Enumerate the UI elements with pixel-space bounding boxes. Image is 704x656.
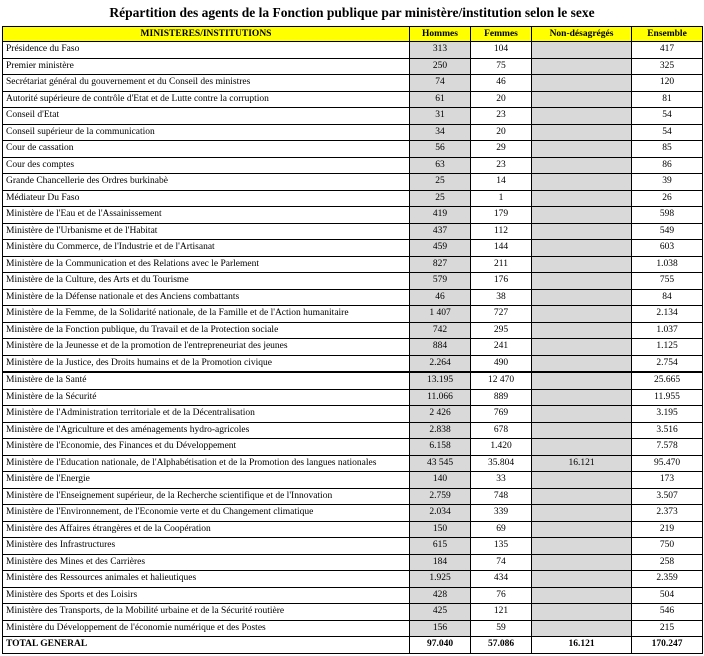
table-row — [3, 355, 703, 372]
cell-femmes: 12 470 — [471, 372, 532, 389]
cell-hommes: 1.925 — [410, 571, 471, 588]
cell-ensemble: 170.247 — [632, 637, 703, 654]
cell-ministere: Ministère de la Sécurité — [3, 389, 410, 406]
cell-femmes: 211 — [471, 256, 532, 273]
cell-non-desagreges — [532, 571, 632, 588]
cell-ensemble: 54 — [632, 124, 703, 141]
cell-non-desagreges — [532, 174, 632, 191]
cell-ministere: Cour de cassation — [3, 141, 410, 158]
cell-ensemble: 2.754 — [632, 355, 703, 372]
cell-ministere: Ministère des Infrastructures — [3, 538, 410, 555]
cell-hommes: 63 — [410, 157, 471, 174]
table-body — [3, 42, 703, 654]
table-row — [3, 322, 703, 339]
cell-non-desagreges — [532, 372, 632, 389]
cell-ministere: Ministère du Développement de l'économie numérique et des Postes — [3, 620, 410, 637]
cell-femmes: 339 — [471, 505, 532, 522]
cell-hommes: 313 — [410, 42, 471, 59]
cell-ensemble: 3.507 — [632, 488, 703, 505]
cell-femmes: 135 — [471, 538, 532, 555]
total-row — [3, 637, 703, 654]
table-row — [3, 620, 703, 637]
cell-non-desagreges — [532, 406, 632, 423]
table-row — [3, 256, 703, 273]
cell-ensemble: 11.955 — [632, 389, 703, 406]
cell-non-desagreges — [532, 322, 632, 339]
cell-femmes: 57.086 — [471, 637, 532, 654]
cell-ensemble: 504 — [632, 587, 703, 604]
cell-femmes: 434 — [471, 571, 532, 588]
cell-femmes: 35.804 — [471, 455, 532, 472]
cell-ministere: Ministère de l'Economie, des Finances et du Développement — [3, 439, 410, 456]
cell-hommes: 2.759 — [410, 488, 471, 505]
table-row — [3, 58, 703, 75]
cell-ministere: Cour des comptes — [3, 157, 410, 174]
cell-ministere: Ministère des Transports, de la Mobilité urbaine et de la Sécurité routière — [3, 604, 410, 621]
cell-ministere: TOTAL GENERAL — [3, 637, 410, 654]
cell-ministere: Ministère de la Justice, des Droits humains et de la Promotion civique — [3, 355, 410, 372]
header-ministeres: MINISTERES/INSTITUTIONS — [3, 27, 410, 42]
cell-hommes: 2.838 — [410, 422, 471, 439]
cell-hommes: 61 — [410, 91, 471, 108]
cell-non-desagreges — [532, 355, 632, 372]
cell-ministere: Ministère de la Jeunesse et de la promotion de l'entrepreneuriat des jeunes — [3, 339, 410, 356]
cell-femmes: 75 — [471, 58, 532, 75]
cell-ensemble: 84 — [632, 289, 703, 306]
cell-non-desagreges — [532, 42, 632, 59]
cell-ensemble: 755 — [632, 273, 703, 290]
cell-non-desagreges — [532, 339, 632, 356]
table-row — [3, 306, 703, 323]
cell-femmes: 121 — [471, 604, 532, 621]
table-row — [3, 439, 703, 456]
cell-ministere: Autorité supérieure de contrôle d'Etat et de Lutte contre la corruption — [3, 91, 410, 108]
agents-table — [2, 26, 703, 654]
cell-femmes: 889 — [471, 389, 532, 406]
cell-ministere: Secrétariat général du gouvernement et du Conseil des ministres — [3, 75, 410, 92]
table-title: Répartition des agents de la Fonction publique par ministère/institution selon le sexe — [109, 5, 595, 20]
cell-ensemble: 3.516 — [632, 422, 703, 439]
cell-ministere: Ministère de l'Urbanisme et de l'Habitat — [3, 223, 410, 240]
cell-ensemble: 546 — [632, 604, 703, 621]
table-row — [3, 571, 703, 588]
cell-ensemble: 750 — [632, 538, 703, 555]
cell-ensemble: 39 — [632, 174, 703, 191]
cell-non-desagreges: 16.121 — [532, 637, 632, 654]
table-row — [3, 273, 703, 290]
cell-femmes: 727 — [471, 306, 532, 323]
cell-ensemble: 81 — [632, 91, 703, 108]
cell-hommes: 2.264 — [410, 355, 471, 372]
cell-non-desagreges — [532, 190, 632, 207]
cell-ministere: Ministère de la Femme, de la Solidarité nationale, de la Famille et de l'Action humanitaire — [3, 306, 410, 323]
cell-non-desagreges — [532, 521, 632, 538]
cell-femmes: 76 — [471, 587, 532, 604]
cell-non-desagreges — [532, 91, 632, 108]
cell-non-desagreges — [532, 472, 632, 489]
cell-hommes: 11.066 — [410, 389, 471, 406]
cell-femmes: 179 — [471, 207, 532, 224]
cell-non-desagreges — [532, 141, 632, 158]
table-row — [3, 339, 703, 356]
header-ensemble: Ensemble — [632, 27, 703, 42]
cell-hommes: 250 — [410, 58, 471, 75]
table-row — [3, 521, 703, 538]
cell-non-desagreges — [532, 289, 632, 306]
cell-hommes: 156 — [410, 620, 471, 637]
table-row — [3, 75, 703, 92]
table-row — [3, 289, 703, 306]
cell-ensemble: 215 — [632, 620, 703, 637]
cell-femmes: 14 — [471, 174, 532, 191]
table-row — [3, 505, 703, 522]
cell-hommes: 43 545 — [410, 455, 471, 472]
cell-ministere: Conseil d'Etat — [3, 108, 410, 125]
cell-ensemble: 3.195 — [632, 406, 703, 423]
cell-ensemble: 603 — [632, 240, 703, 257]
cell-femmes: 1 — [471, 190, 532, 207]
cell-ensemble: 2.373 — [632, 505, 703, 522]
cell-ministere: Médiateur Du Faso — [3, 190, 410, 207]
header-row — [3, 27, 703, 42]
cell-hommes: 884 — [410, 339, 471, 356]
cell-femmes: 23 — [471, 157, 532, 174]
cell-non-desagreges — [532, 620, 632, 637]
cell-ministere: Ministère de l'Education nationale, de l'Alphabétisation et de la Promotion des langues nationales — [3, 455, 410, 472]
cell-ministere: Ministère du Commerce, de l'Industrie et de l'Artisanat — [3, 240, 410, 257]
table-row — [3, 488, 703, 505]
cell-ensemble: 120 — [632, 75, 703, 92]
cell-hommes: 150 — [410, 521, 471, 538]
table-row — [3, 91, 703, 108]
cell-hommes: 140 — [410, 472, 471, 489]
cell-ensemble: 54 — [632, 108, 703, 125]
cell-non-desagreges — [532, 207, 632, 224]
cell-ensemble: 26 — [632, 190, 703, 207]
cell-ensemble: 219 — [632, 521, 703, 538]
cell-non-desagreges — [532, 240, 632, 257]
cell-ministere: Ministère de la Fonction publique, du Travail et de la Protection sociale — [3, 322, 410, 339]
cell-hommes: 25 — [410, 190, 471, 207]
table-row — [3, 587, 703, 604]
header-non-desagreges: Non-désagrégés — [532, 27, 632, 42]
cell-hommes: 13.195 — [410, 372, 471, 389]
cell-hommes: 419 — [410, 207, 471, 224]
header-femmes: Femmes — [471, 27, 532, 42]
cell-ministere: Grande Chancellerie des Ordres burkinabè — [3, 174, 410, 191]
cell-femmes: 29 — [471, 141, 532, 158]
cell-ministere: Ministère de l'Energie — [3, 472, 410, 489]
cell-hommes: 428 — [410, 587, 471, 604]
cell-ensemble: 1.038 — [632, 256, 703, 273]
table-row — [3, 372, 703, 389]
cell-non-desagreges — [532, 108, 632, 125]
cell-ministere: Ministère des Mines et des Carrières — [3, 554, 410, 571]
table-row — [3, 207, 703, 224]
cell-ensemble: 598 — [632, 207, 703, 224]
cell-ensemble: 549 — [632, 223, 703, 240]
table-row — [3, 157, 703, 174]
cell-femmes: 144 — [471, 240, 532, 257]
cell-non-desagreges — [532, 389, 632, 406]
cell-non-desagreges — [532, 587, 632, 604]
cell-non-desagreges — [532, 439, 632, 456]
cell-hommes: 1 407 — [410, 306, 471, 323]
cell-hommes: 97.040 — [410, 637, 471, 654]
cell-ensemble: 86 — [632, 157, 703, 174]
cell-femmes: 20 — [471, 124, 532, 141]
cell-ensemble: 1.037 — [632, 322, 703, 339]
table-row — [3, 554, 703, 571]
cell-femmes: 23 — [471, 108, 532, 125]
cell-femmes: 104 — [471, 42, 532, 59]
cell-non-desagreges — [532, 223, 632, 240]
cell-femmes: 295 — [471, 322, 532, 339]
cell-ministere: Ministère de la Santé — [3, 372, 410, 389]
table-row — [3, 455, 703, 472]
cell-hommes: 437 — [410, 223, 471, 240]
cell-non-desagreges — [532, 538, 632, 555]
table-row — [3, 240, 703, 257]
cell-ministere: Ministère de l'Enseignement supérieur, de la Recherche scientifique et de l'Innovation — [3, 488, 410, 505]
cell-hommes: 2 426 — [410, 406, 471, 423]
cell-ministere: Ministère des Sports et des Loisirs — [3, 587, 410, 604]
cell-femmes: 1.420 — [471, 439, 532, 456]
cell-ensemble: 7.578 — [632, 439, 703, 456]
cell-ensemble: 85 — [632, 141, 703, 158]
cell-ministere: Ministère de la Défense nationale et des Anciens combattants — [3, 289, 410, 306]
cell-hommes: 34 — [410, 124, 471, 141]
cell-hommes: 46 — [410, 289, 471, 306]
cell-femmes: 59 — [471, 620, 532, 637]
cell-non-desagreges — [532, 58, 632, 75]
cell-ministere: Ministère de l'Environnement, de l'Economie verte et du Changement climatique — [3, 505, 410, 522]
cell-non-desagreges — [532, 273, 632, 290]
cell-ensemble: 325 — [632, 58, 703, 75]
table-row — [3, 141, 703, 158]
cell-non-desagreges — [532, 124, 632, 141]
table-row — [3, 174, 703, 191]
cell-ministere: Ministère de l'Eau et de l'Assainissement — [3, 207, 410, 224]
cell-hommes: 425 — [410, 604, 471, 621]
cell-ensemble: 258 — [632, 554, 703, 571]
cell-ministere: Conseil supérieur de la communication — [3, 124, 410, 141]
table-row — [3, 42, 703, 59]
cell-non-desagreges — [532, 488, 632, 505]
cell-ministere: Premier ministère — [3, 58, 410, 75]
cell-non-desagreges — [532, 75, 632, 92]
cell-non-desagreges — [532, 604, 632, 621]
cell-femmes: 38 — [471, 289, 532, 306]
cell-ensemble: 173 — [632, 472, 703, 489]
cell-hommes: 615 — [410, 538, 471, 555]
cell-femmes: 748 — [471, 488, 532, 505]
cell-hommes: 459 — [410, 240, 471, 257]
cell-hommes: 2.034 — [410, 505, 471, 522]
cell-hommes: 74 — [410, 75, 471, 92]
table-row — [3, 108, 703, 125]
cell-non-desagreges — [532, 505, 632, 522]
cell-ministere: Ministère des Ressources animales et halieutiques — [3, 571, 410, 588]
cell-ministere: Ministère de la Communication et des Relations avec le Parlement — [3, 256, 410, 273]
cell-ministere: Ministère de l'Administration territoriale et de la Décentralisation — [3, 406, 410, 423]
cell-non-desagreges — [532, 306, 632, 323]
cell-ensemble: 2.359 — [632, 571, 703, 588]
cell-non-desagreges — [532, 422, 632, 439]
table-row — [3, 538, 703, 555]
cell-non-desagreges — [532, 256, 632, 273]
cell-non-desagreges — [532, 157, 632, 174]
cell-ensemble: 25.665 — [632, 372, 703, 389]
cell-hommes: 184 — [410, 554, 471, 571]
cell-ministere: Ministère de l'Agriculture et des aménagements hydro-agricoles — [3, 422, 410, 439]
cell-hommes: 56 — [410, 141, 471, 158]
cell-femmes: 176 — [471, 273, 532, 290]
cell-non-desagreges: 16.121 — [532, 455, 632, 472]
cell-hommes: 6.158 — [410, 439, 471, 456]
cell-hommes: 579 — [410, 273, 471, 290]
cell-femmes: 112 — [471, 223, 532, 240]
cell-hommes: 31 — [410, 108, 471, 125]
cell-ensemble: 417 — [632, 42, 703, 59]
cell-femmes: 769 — [471, 406, 532, 423]
cell-femmes: 490 — [471, 355, 532, 372]
cell-hommes: 742 — [410, 322, 471, 339]
cell-femmes: 69 — [471, 521, 532, 538]
cell-femmes: 46 — [471, 75, 532, 92]
table-row — [3, 604, 703, 621]
cell-ensemble: 1.125 — [632, 339, 703, 356]
cell-ministere: Ministère de la Culture, des Arts et du Tourisme — [3, 273, 410, 290]
cell-ensemble: 95.470 — [632, 455, 703, 472]
table-row — [3, 389, 703, 406]
table-row — [3, 124, 703, 141]
cell-femmes: 20 — [471, 91, 532, 108]
cell-non-desagreges — [532, 554, 632, 571]
header-hommes: Hommes — [410, 27, 471, 42]
table-row — [3, 422, 703, 439]
cell-femmes: 74 — [471, 554, 532, 571]
table-row — [3, 472, 703, 489]
cell-ensemble: 2.134 — [632, 306, 703, 323]
cell-hommes: 25 — [410, 174, 471, 191]
cell-hommes: 827 — [410, 256, 471, 273]
cell-femmes: 241 — [471, 339, 532, 356]
cell-ministere: Ministère des Affaires étrangères et de la Coopération — [3, 521, 410, 538]
cell-femmes: 678 — [471, 422, 532, 439]
cell-ministere: Présidence du Faso — [3, 42, 410, 59]
table-row — [3, 190, 703, 207]
cell-femmes: 33 — [471, 472, 532, 489]
table-row — [3, 406, 703, 423]
table-row — [3, 223, 703, 240]
